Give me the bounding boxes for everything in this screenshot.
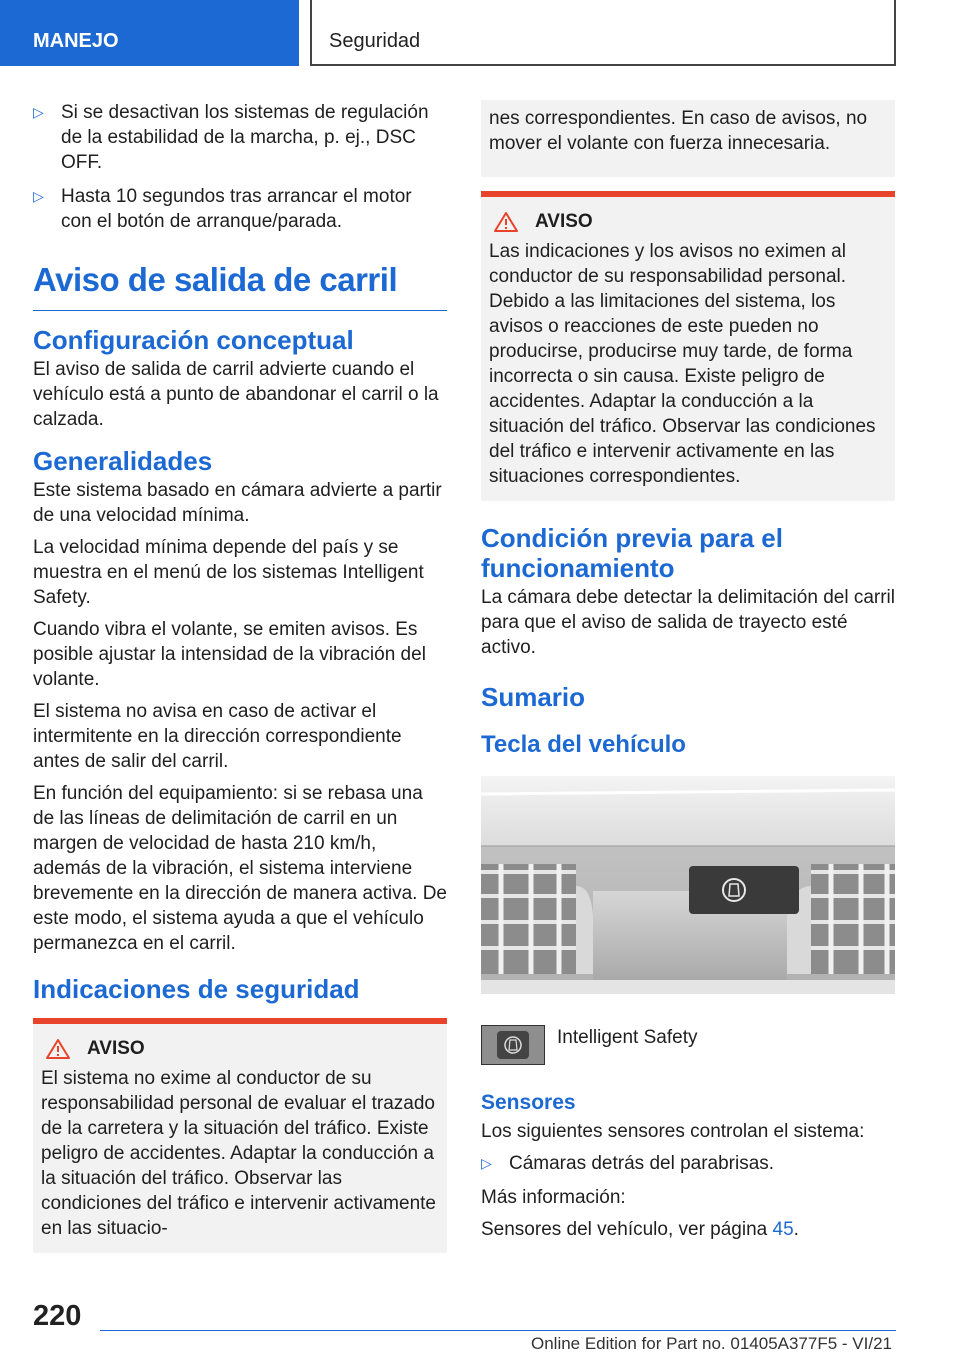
page-header [0,0,960,66]
paragraph: El sistema no avisa en caso de activar el intermitente en la dirección correspondiente antes de salir del carril. [33,701,402,772]
paragraph: En función del equipamiento: si se rebasa una de las líneas de delimitación de carril en un margen de velocidad de hasta 210 km/h, además de la vibración, el sistema interviene brevemente en la dirección de manera activa. De este modo, el sistema ayuda a que el vehículo permanezca en el carril. [33,783,448,954]
heading-summary: Sumario [481,682,586,712]
triangle-bullet-icon: ▷ [481,1155,492,1171]
heading-sensors: Sensores [481,1091,576,1114]
warning-text: El sistema no exime al conductor de su responsabilidad personal de evaluar el trazado de la carretera y la situación del tráfico. Existe peligro de accidentes. Adaptar la conducción a la situación del tráfico. Observar las condiciones del tráfico e intervenir activamente en las situacio- [41,1068,436,1239]
list-item-text: Si se desactivan los sistemas de regulación de la estabilidad de la marcha, p. ej., DSC OFF. [61,102,429,173]
dashboard-photo [481,776,895,994]
warning-header [41,1038,439,1060]
warning-text: Las indicaciones y los avisos no eximen al conductor de su responsabilidad personal. Debido a las limitaciones del sistema, los avisos o reacciones de este pueden no producirse, producirse muy tarde, de forma incorrecta o sin causa. Existe peligro de accidentes. Adaptar la conducción a la situación del tráfico. Observar las condiciones del tráfico e intervenir activamente en las situaciones correspondientes. [489,241,876,487]
warning-title: AVISO [87,1038,145,1059]
chapter-tab[interactable]: Seguridad [310,0,896,66]
paragraph: La velocidad mínima depende del país y se muestra en el menú de los sistemas Intelligent Safety. [33,537,424,608]
heading-safety: Indicaciones de seguridad [33,974,360,1004]
warning-box [33,1018,447,1253]
triangle-bullet-icon: ▷ [33,188,44,204]
page-link[interactable]: 45 [772,1219,794,1240]
heading-precondition: Condición previa para el funcionamiento [481,523,783,583]
page-title: Aviso de salida de carril [33,260,447,311]
page-reference [481,1217,895,1242]
section-tab[interactable]: MANEJO [0,0,299,66]
heading-config: Configuración conceptual [33,325,354,355]
left-column [33,100,447,1253]
sensor-list [481,1151,895,1176]
edition-note: Online Edition for Part no. 01405A377F5 - VI/21 [530,1334,892,1353]
paragraph: El aviso de salida de carril advierte cuando el vehículo está a punto de abandonar el carril o la calzada. [33,359,439,430]
reference-text: Sensores del vehículo, ver página [481,1219,768,1240]
warning-triangle-icon [493,211,519,233]
condition-list [33,100,447,234]
paragraph: Cuando vibra el volante, se emiten avisos. Es posible ajustar la intensidad de la vibración del volante. [33,619,426,690]
list-item [481,1151,895,1176]
list-item [33,184,447,234]
heading-vehicle-key: Tecla del vehículo [481,731,686,758]
list-item-text: Hasta 10 segundos tras arrancar el motor con el botón de arranque/parada. [61,186,412,232]
page-number: 220 [33,1300,82,1332]
intelligent-safety-button-icon [481,1025,545,1065]
paragraph: La cámara debe detectar la delimitación del carril para que el aviso de salida de trayecto esté activo. [481,587,895,658]
warning-title: AVISO [535,211,593,232]
reference-end: . [793,1219,799,1240]
list-item-text: Cámaras detrás del parabrisas. [509,1153,775,1174]
warning-header [489,211,887,233]
heading-general: Generalidades [33,446,213,476]
warning-continuation [481,100,895,177]
footer-divider [100,1330,896,1331]
button-label: Intelligent Safety [557,1027,698,1048]
paragraph: Los siguientes sensores controlan el sistema: [481,1121,865,1142]
button-legend [481,1025,895,1065]
right-column [481,100,895,1249]
warning-box [481,191,895,501]
paragraph: Este sistema basado en cámara advierte a partir de una velocidad mínima. [33,480,442,526]
list-item [33,100,447,175]
warning-triangle-icon [45,1038,71,1060]
paragraph: Más información: [481,1187,626,1208]
warning-text: nes correspondientes. En caso de avisos, no mover el volante con fuerza innecesaria. [489,108,868,154]
triangle-bullet-icon: ▷ [33,104,44,120]
